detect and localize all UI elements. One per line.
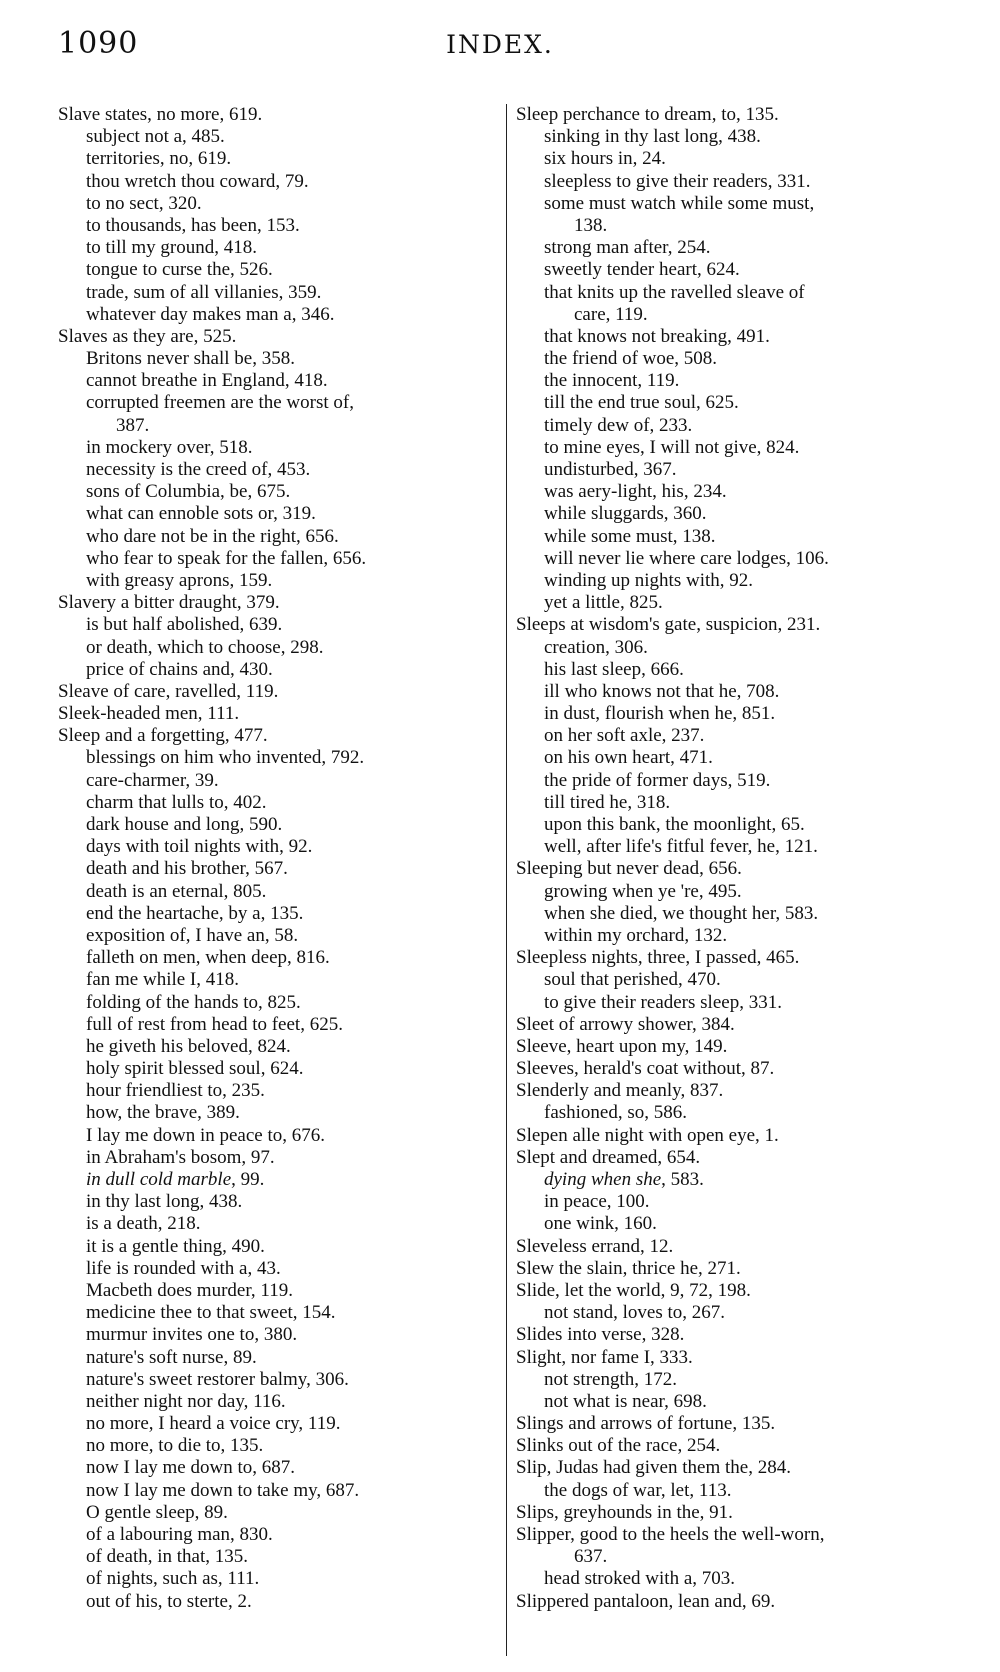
index-subentry: when she died, we thought her, 583. — [544, 902, 819, 924]
index-entry: Sleeping but never dead, 656. — [516, 858, 742, 880]
index-subentry: Macbeth does murder, 119. — [86, 1279, 293, 1301]
index-subentry: days with toil nights with, 92. — [86, 836, 313, 858]
index-subentry: hour friendliest to, 235. — [86, 1080, 265, 1102]
index-subentry: what can ennoble sots or, 319. — [86, 503, 316, 525]
index-entry: Sleek-headed men, 111. — [58, 703, 240, 725]
index-entry: Slept and dreamed, 654. — [516, 1146, 701, 1168]
index-subentry: whatever day makes man a, 346. — [86, 303, 335, 325]
index-subentry: on his own heart, 471. — [544, 747, 713, 769]
column-divider — [506, 104, 507, 1656]
index-subentry: creation, 306. — [544, 636, 648, 658]
index-entry: Slings and arrows of fortune, 135. — [516, 1413, 776, 1435]
index-subentry: is a death, 218. — [86, 1213, 201, 1235]
index-subentry: to till my ground, 418. — [86, 237, 257, 259]
index-subentry: care-charmer, 39. — [86, 769, 219, 791]
index-entry: Sleep and a forgetting, 477. — [58, 725, 268, 747]
index-subentry: charm that lulls to, 402. — [86, 791, 267, 813]
index-entry: Slight, nor fame I, 333. — [516, 1346, 693, 1368]
index-subentry: nature's soft nurse, 89. — [86, 1346, 257, 1368]
index-subentry: was aery-light, his, 234. — [544, 481, 727, 503]
index-subentry: holy spirit blessed soul, 624. — [86, 1058, 304, 1080]
index-subentry: to give their readers sleep, 331. — [544, 991, 782, 1013]
index-subentry: murmur invites one to, 380. — [86, 1324, 298, 1346]
index-entry: Sleave of care, ravelled, 119. — [58, 680, 279, 702]
index-subentry: blessings on him who invented, 792. — [86, 747, 365, 769]
index-subentry: head stroked with a, 703. — [544, 1568, 736, 1590]
index-subentry: six hours in, 24. — [544, 148, 666, 170]
index-entry: Sleeps at wisdom's gate, suspicion, 231. — [516, 614, 821, 636]
index-entry: Slinks out of the race, 254. — [516, 1435, 721, 1457]
index-subentry: timely dew of, 233. — [544, 414, 693, 436]
index-subentry: exposition of, I have an, 58. — [86, 924, 299, 946]
index-subentry: to mine eyes, I will not give, 824. — [544, 436, 800, 458]
index-subentry: thou wretch thou coward, 79. — [86, 170, 309, 192]
index-subentry: full of rest from head to feet, 625. — [86, 1013, 343, 1035]
index-subentry: subject not a, 485. — [86, 126, 225, 148]
index-subentry: that knits up the ravelled sleave of — [544, 281, 805, 303]
index-entry: Slip, Judas had given them the, 284. — [516, 1457, 791, 1479]
index-subentry: not strength, 172. — [544, 1368, 677, 1390]
index-subentry: no more, I heard a voice cry, 119. — [86, 1413, 341, 1435]
index-subentry: necessity is the creed of, 453. — [86, 459, 311, 480]
index-subentry: now I lay me down to take my, 687. — [86, 1479, 360, 1501]
index-subentry: in Abraham's bosom, 97. — [86, 1146, 275, 1168]
index-subentry: death and his brother, 567. — [86, 858, 288, 880]
index-subentry: not what is near, 698. — [544, 1390, 707, 1412]
index-subentry: death is an eternal, 805. — [86, 880, 267, 902]
index-entry: Slide, let the world, 9, 72, 198. — [516, 1279, 751, 1301]
index-subentry: it is a gentle thing, 490. — [86, 1235, 265, 1257]
index-subentry: of nights, such as, 111. — [86, 1568, 260, 1590]
index-subentry: is but half abolished, 639. — [86, 614, 283, 636]
index-subentry: not stand, loves to, 267. — [544, 1302, 726, 1324]
index-entry-continuation: 637. — [574, 1546, 608, 1568]
index-subentry: how, the brave, 389. — [86, 1102, 240, 1124]
index-subentry: while sluggards, 360. — [544, 503, 707, 525]
index-subentry: with greasy aprons, 159. — [86, 569, 273, 591]
index-column-left — [58, 104, 498, 1613]
index-entry: Slew the slain, thrice he, 271. — [516, 1257, 741, 1279]
index-entry: Sleepless nights, three, I passed, 465. — [516, 947, 800, 969]
index-subentry: dying when she, 583. — [544, 1169, 704, 1190]
index-subentry: I lay me down in peace to, 676. — [86, 1124, 326, 1146]
index-subentry: out of his, to sterte, 2. — [86, 1590, 252, 1612]
index-column-right — [516, 104, 956, 1613]
index-entry: Sleeve, heart upon my, 149. — [516, 1035, 728, 1057]
index-subentry: soul that perished, 470. — [544, 969, 721, 991]
index-subentry: O gentle sleep, 89. — [86, 1501, 228, 1523]
index-subentry: price of chains and, 430. — [86, 658, 273, 680]
index-subentry: in dust, flourish when he, 851. — [544, 703, 776, 725]
index-subentry: fashioned, so, 586. — [544, 1102, 688, 1124]
page-number: 1090 — [58, 26, 139, 61]
index-subentry: no more, to die to, 135. — [86, 1435, 264, 1457]
index-subentry: sinking in thy last long, 438. — [544, 126, 761, 148]
index-subentry: winding up nights with, 92. — [544, 569, 754, 591]
index-subentry: till the end true soul, 625. — [544, 392, 739, 414]
page-title: INDEX. — [446, 30, 554, 59]
index-subentry: while some must, 138. — [544, 525, 716, 547]
index-subentry: territories, no, 619. — [86, 148, 232, 170]
index-entry: Sleep perchance to dream, to, 135. — [516, 104, 779, 125]
index-entry-continuation: 387. — [116, 414, 150, 436]
index-subentry: sleepless to give their readers, 331. — [544, 170, 811, 192]
index-subentry: in peace, 100. — [544, 1191, 650, 1213]
index-entry: Slipper, good to the heels the well-worn, — [516, 1524, 825, 1545]
index-subentry: Britons never shall be, 358. — [86, 348, 295, 370]
index-subentry: fan me while I, 418. — [86, 969, 240, 991]
index-subentry: strong man after, 254. — [544, 237, 711, 259]
index-subentry: till tired he, 318. — [544, 791, 671, 813]
index-subentry: on her soft axle, 237. — [544, 725, 705, 747]
index-subentry: undisturbed, 367. — [544, 459, 677, 480]
index-subentry: upon this bank, the moonlight, 65. — [544, 814, 805, 835]
index-subentry: within my orchard, 132. — [544, 924, 728, 946]
index-subentry: sons of Columbia, be, 675. — [86, 481, 291, 503]
index-subentry: or death, which to choose, 298. — [86, 636, 324, 658]
index-subentry: he giveth his beloved, 824. — [86, 1035, 291, 1057]
index-subentry: his last sleep, 666. — [544, 658, 684, 680]
index-subentry: ill who knows not that he, 708. — [544, 680, 780, 702]
index-subentry: corrupted freemen are the worst of, — [86, 392, 354, 414]
index-subentry: the pride of former days, 519. — [544, 769, 771, 791]
italic-text: in dull cold marble — [86, 1169, 232, 1190]
index-subentry: well, after life's fitful fever, he, 121. — [544, 836, 818, 858]
index-subentry: that knows not breaking, 491. — [544, 325, 770, 347]
page-header — [0, 0, 1000, 80]
index-entry: Slenderly and meanly, 837. — [516, 1080, 724, 1102]
index-entry: Slips, greyhounds in the, 91. — [516, 1501, 733, 1523]
index-subentry: now I lay me down to, 687. — [86, 1457, 295, 1479]
index-subentry: growing when ye 're, 495. — [544, 880, 742, 902]
index-subentry: folding of the hands to, 825. — [86, 991, 301, 1013]
index-entry: Slavery a bitter draught, 379. — [58, 592, 280, 614]
index-subentry: tongue to curse the, 526. — [86, 259, 273, 281]
index-entry: Sleeves, herald's coat without, 87. — [516, 1058, 775, 1080]
index-subentry: falleth on men, when deep, 816. — [86, 947, 330, 969]
index-subentry: to thousands, has been, 153. — [86, 214, 300, 236]
index-entry: Slaves as they are, 525. — [58, 325, 237, 347]
index-subentry: in thy last long, 438. — [86, 1191, 243, 1213]
index-subentry: the dogs of war, let, 113. — [544, 1479, 732, 1501]
index-subentry: of death, in that, 135. — [86, 1546, 248, 1568]
index-subentry: end the heartache, by a, 135. — [86, 902, 304, 924]
italic-text: dying when she — [544, 1169, 662, 1190]
index-entry: Sleet of arrowy shower, 384. — [516, 1013, 735, 1035]
index-subentry: the friend of woe, 508. — [544, 348, 718, 370]
index-subentry: who fear to speak for the fallen, 656. — [86, 547, 367, 569]
index-subentry: yet a little, 825. — [544, 592, 663, 614]
index-subentry: one wink, 160. — [544, 1213, 657, 1235]
index-entry-continuation: 138. — [574, 214, 608, 236]
index-subentry: dark house and long, 590. — [86, 814, 283, 835]
index-subentry: in mockery over, 518. — [86, 436, 253, 458]
index-entry: Slides into verse, 328. — [516, 1324, 685, 1346]
index-entry: Slepen alle night with open eye, 1. — [516, 1124, 779, 1146]
index-entry: Sleveless errand, 12. — [516, 1235, 674, 1257]
index-subentry: life is rounded with a, 43. — [86, 1257, 281, 1279]
index-subentry: will never lie where care lodges, 106. — [544, 547, 829, 569]
index-subentry: neither night nor day, 116. — [86, 1390, 286, 1412]
index-subentry: nature's sweet restorer balmy, 306. — [86, 1368, 349, 1390]
index-subentry: some must watch while some must, — [544, 192, 815, 214]
index-subentry: who dare not be in the right, 656. — [86, 525, 339, 547]
index-subentry: to no sect, 320. — [86, 192, 202, 214]
index-subentry: medicine thee to that sweet, 154. — [86, 1302, 336, 1324]
index-subentry: trade, sum of all villanies, 359. — [86, 281, 322, 303]
index-subentry: sweetly tender heart, 624. — [544, 259, 740, 281]
index-subentry: of a labouring man, 830. — [86, 1524, 273, 1545]
index-subentry: the innocent, 119. — [544, 370, 680, 392]
index-entry-continuation: care, 119. — [574, 303, 648, 325]
index-subentry: cannot breathe in England, 418. — [86, 370, 328, 392]
index-entry: Slave states, no more, 619. — [58, 104, 263, 125]
index-subentry: in dull cold marble, 99. — [86, 1169, 265, 1190]
index-entry: Slippered pantaloon, lean and, 69. — [516, 1590, 776, 1612]
